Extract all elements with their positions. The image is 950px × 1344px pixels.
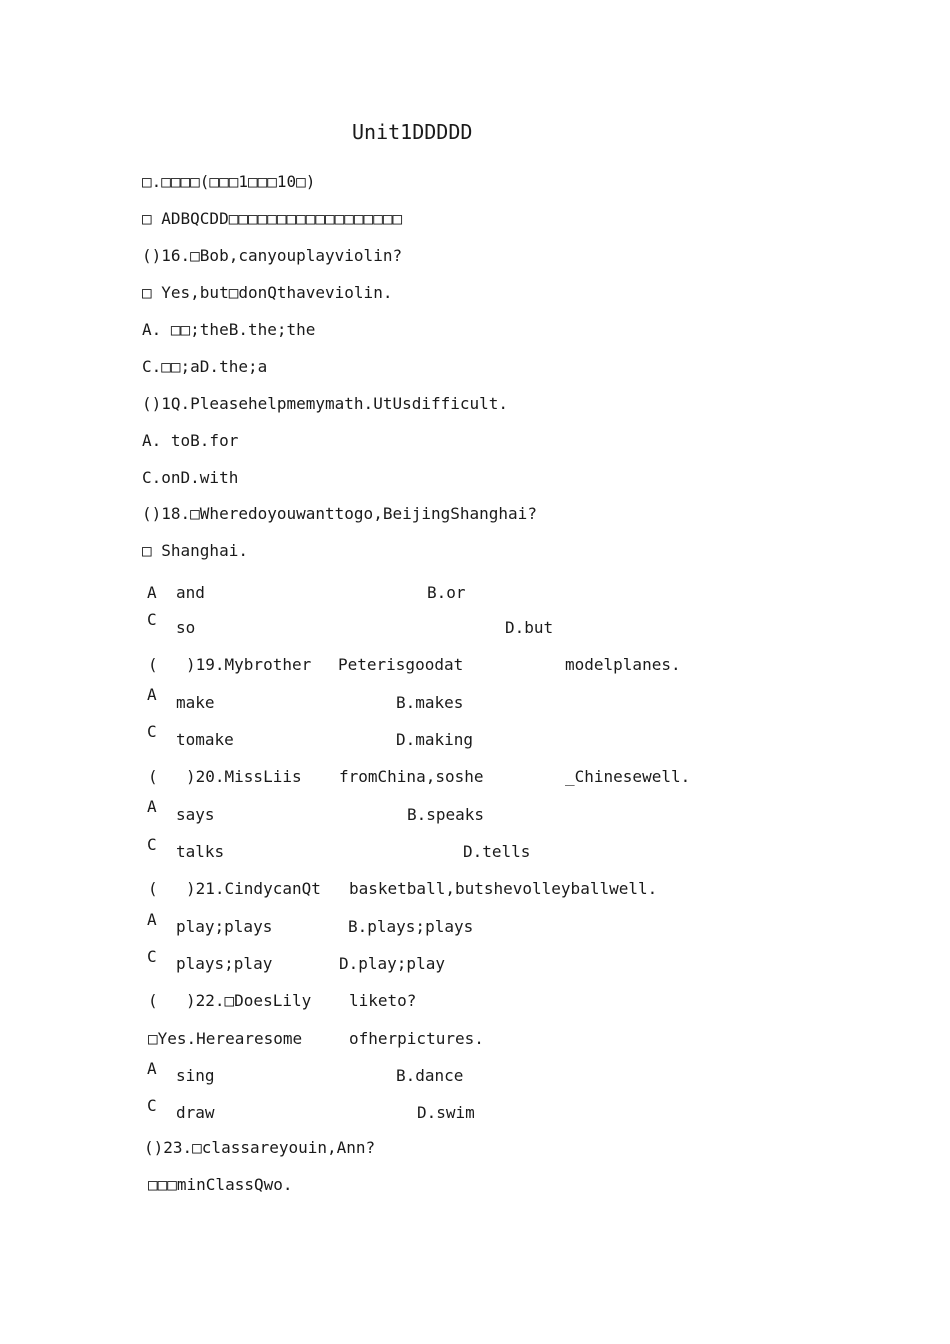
question-16-options-ab: A. □□;theB.the;the — [142, 320, 316, 339]
page-title: Unit1DDDDD — [352, 120, 473, 144]
question-18-label-a: A — [147, 583, 157, 602]
question-18: ()18.□Wheredoyouwanttogo,BeijingShanghai? — [142, 504, 537, 523]
question-22-option-c: draw — [176, 1103, 215, 1122]
question-20-option-c: talks — [176, 842, 225, 861]
question-20-option-d: D.tells — [463, 842, 531, 861]
question-20-option-b: B.speaks — [407, 805, 485, 824]
question-21-number: )21.CindycanQt — [186, 879, 321, 898]
question-21-label-a: A — [147, 910, 157, 929]
question-20-end: _Chinesewell. — [565, 767, 691, 786]
question-22-label-c: C — [147, 1096, 157, 1115]
question-20-paren: ( — [148, 767, 158, 786]
question-19-middle: Peterisgoodat — [338, 655, 464, 674]
question-20-middle: fromChina,soshe — [339, 767, 484, 786]
question-22-reply-start: □Yes.Herearesome — [148, 1029, 303, 1048]
question-21-option-b: B.plays;plays — [348, 917, 474, 936]
question-22-number: )22.□DoesLily — [186, 991, 312, 1010]
question-17: ()1Q.Pleasehelpmemymath.UtUsdifficult. — [142, 394, 509, 413]
question-20-option-a: says — [176, 805, 215, 824]
question-17-options-ab: A. toB.for — [142, 431, 239, 450]
question-22-option-d: D.swim — [417, 1103, 475, 1122]
question-16: ()16.□Bob,canyouplayviolin? — [142, 246, 403, 265]
question-22-reply-end: ofherpictures. — [349, 1029, 484, 1048]
question-18-label-c: C — [147, 610, 157, 629]
question-21-option-d: D.play;play — [339, 954, 445, 973]
question-19-option-a: make — [176, 693, 215, 712]
question-21-option-a: play;plays — [176, 917, 273, 936]
question-20-label-c: C — [147, 835, 157, 854]
question-19-option-d: D.making — [396, 730, 474, 749]
question-18-reply: □ Shanghai. — [142, 541, 248, 560]
question-20-number: )20.MissLiis — [186, 767, 302, 786]
question-22-option-b: B.dance — [396, 1066, 464, 1085]
question-18-option-c: so — [176, 618, 196, 637]
question-19-label-a: A — [147, 685, 157, 704]
question-21-paren: ( — [148, 879, 158, 898]
question-21-middle: basketball,butshevolleyballwell. — [349, 879, 658, 898]
question-23-reply: □□□minClassQwo. — [148, 1175, 293, 1194]
question-18-option-d: D.but — [505, 618, 554, 637]
question-18-option-b: B.or — [427, 583, 466, 602]
question-19-option-c: tomake — [176, 730, 234, 749]
section-heading: □.□□□□(□□□1□□□10□) — [142, 172, 316, 191]
question-22-middle: liketo? — [349, 991, 417, 1010]
question-18-option-a: and — [176, 583, 205, 602]
question-19-label-c: C — [147, 722, 157, 741]
question-19-paren: ( — [148, 655, 158, 674]
question-19-number: )19.Mybrother — [186, 655, 312, 674]
question-22-option-a: sing — [176, 1066, 215, 1085]
question-22-paren: ( — [148, 991, 158, 1010]
question-21-label-c: C — [147, 947, 157, 966]
question-21-option-c: plays;play — [176, 954, 273, 973]
question-19-option-b: B.makes — [396, 693, 464, 712]
question-19-end: modelplanes. — [565, 655, 681, 674]
question-20-label-a: A — [147, 797, 157, 816]
question-23: ()23.□classareyouin,Ann? — [144, 1138, 376, 1157]
instruction-line: □ ADBQCDD□□□□□□□□□□□□□□□□□□ — [142, 209, 403, 228]
question-22-label-a: A — [147, 1059, 157, 1078]
question-17-options-cd: C.onD.with — [142, 468, 239, 487]
question-16-options-cd: C.□□;aD.the;a — [142, 357, 268, 376]
question-16-reply: □ Yes,but□donQthaveviolin. — [142, 283, 393, 302]
